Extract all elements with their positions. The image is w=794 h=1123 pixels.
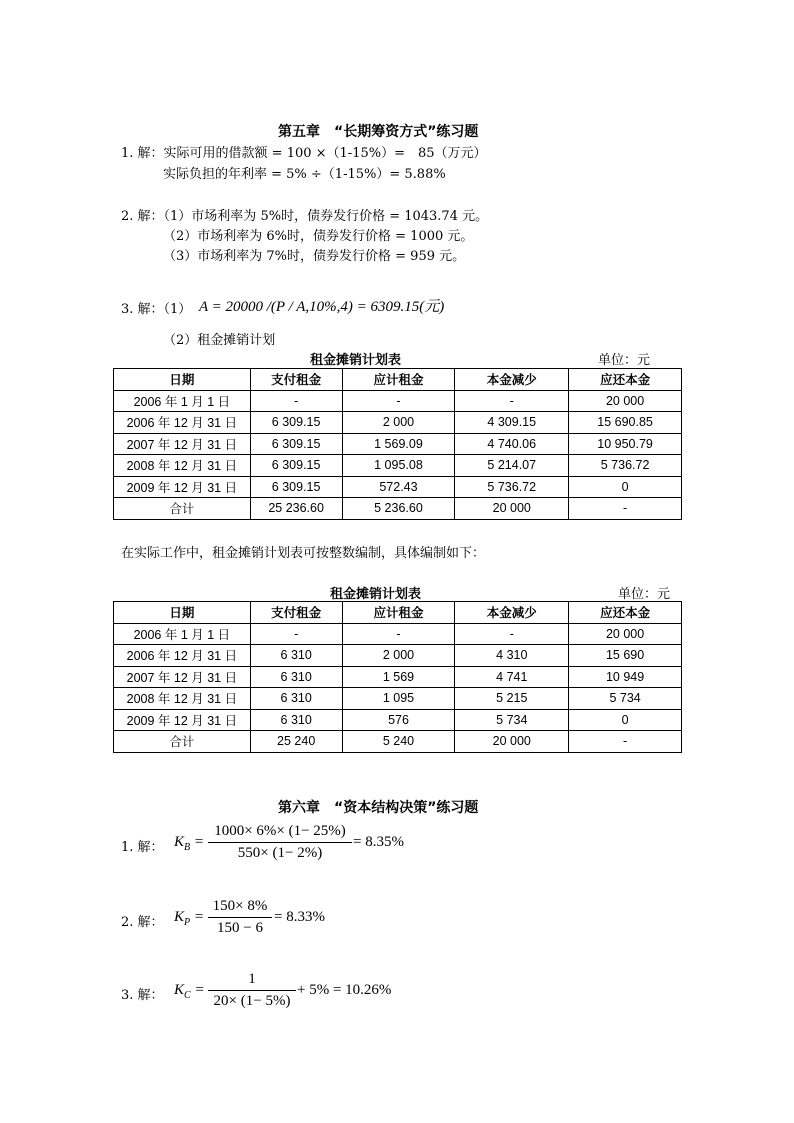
- cell-payment: 6 309.15: [250, 412, 342, 434]
- cell-date: 2007 年 12 月 31 日: [114, 433, 251, 455]
- q2-line3: （3）市场利率为 7%时，债券发行价格 = 959 元。: [163, 249, 466, 264]
- cell-date: 2006 年 1 月 1 日: [114, 390, 251, 412]
- cell-principal-reduction: 4 741: [455, 666, 569, 688]
- table-row: [114, 412, 682, 434]
- header-principal-reduction: 本金减少: [455, 369, 569, 391]
- q3-part2: （2）租金摊销计划: [163, 333, 276, 348]
- header-payment: 支付租金: [250, 369, 342, 391]
- cell-interest: 2 000: [342, 412, 455, 434]
- header-principal-remaining: 应还本金: [569, 602, 682, 624]
- cell-principal-remaining: 10 949: [569, 666, 682, 688]
- cell-payment: 25 236.60: [250, 498, 342, 520]
- cell-principal-remaining: 0: [569, 476, 682, 498]
- cell-interest: 5 236.60: [342, 498, 455, 520]
- table-row: [114, 433, 682, 455]
- header-interest: 应计租金: [342, 602, 455, 624]
- header-principal-reduction: 本金减少: [455, 602, 569, 624]
- cell-principal-remaining: 15 690: [569, 645, 682, 667]
- cell-date: 2006 年 12 月 31 日: [114, 412, 251, 434]
- cell-payment: 6 309.15: [250, 476, 342, 498]
- table2-unit: 单位：元: [618, 587, 671, 602]
- ch6-q2-denominator: 150 − 6: [217, 920, 263, 936]
- table-total-row: [114, 731, 682, 753]
- table-total-row: [114, 498, 682, 520]
- table2-caption: 租金摊销计划表: [330, 587, 422, 602]
- cell-principal-remaining: 0: [569, 709, 682, 731]
- cell-payment: 6 310: [250, 688, 342, 710]
- cell-principal-reduction: 20 000: [455, 731, 569, 753]
- table1-unit: 单位：元: [598, 353, 651, 368]
- cell-date: 2007 年 12 月 31 日: [114, 666, 251, 688]
- header-payment: 支付租金: [250, 602, 342, 624]
- q3-formula: A = 20000 /(P / A,10%,4) = 6309.15(元): [199, 299, 445, 315]
- cell-payment: 6 310: [250, 709, 342, 731]
- cell-date: 2009 年 12 月 31 日: [114, 476, 251, 498]
- cell-principal-remaining: -: [569, 498, 682, 520]
- header-interest: 应计租金: [342, 369, 455, 391]
- cell-principal-reduction: 20 000: [455, 498, 569, 520]
- ch6-q2-lhs: $K_P$ =: [174, 909, 204, 928]
- table-row: [114, 476, 682, 498]
- ch6-q1-numerator: 1000× 6%× (1− 25%): [208, 823, 352, 843]
- table-row: [114, 455, 682, 477]
- cell-payment: -: [250, 390, 342, 412]
- cell-interest: 5 240: [342, 731, 455, 753]
- cell-principal-remaining: 20 000: [569, 390, 682, 412]
- table-row: [114, 666, 682, 688]
- cell-principal-reduction: 4 740.06: [455, 433, 569, 455]
- q1-line1: 1. 解：实际可用的借款额 = 100 ×（1-15%）= 85（万元）: [121, 146, 487, 161]
- cell-date: 2008 年 12 月 31 日: [114, 455, 251, 477]
- cell-interest: 1 095: [342, 688, 455, 710]
- header-principal-remaining: 应还本金: [569, 369, 682, 391]
- cell-payment: 6 309.15: [250, 433, 342, 455]
- ch6-q1-fraction: [208, 823, 352, 862]
- ch6-q3-numerator: 1: [208, 971, 296, 991]
- cell-principal-remaining: 10 950.79: [569, 433, 682, 455]
- cell-payment: 6 309.15: [250, 455, 342, 477]
- cell-principal-remaining: 15 690.85: [569, 412, 682, 434]
- cell-interest: 572.43: [342, 476, 455, 498]
- ch6-q1-lhs: $K_B$ =: [174, 834, 204, 853]
- cell-principal-reduction: -: [455, 390, 569, 412]
- chapter5-title: 第五章 “长期筹资方式”练习题: [278, 124, 479, 140]
- cell-principal-reduction: 4 310: [455, 645, 569, 667]
- q3-prefix: 3. 解：（1）: [121, 302, 192, 317]
- cell-date: 2006 年 1 月 1 日: [114, 623, 251, 645]
- cell-payment: 25 240: [250, 731, 342, 753]
- ch6-q3-lhs: $K_C$ =: [174, 982, 205, 1001]
- cell-payment: 6 310: [250, 666, 342, 688]
- table-row: [114, 709, 682, 731]
- cell-interest: 1 095.08: [342, 455, 455, 477]
- table-row: [114, 645, 682, 667]
- cell-date: 合计: [114, 731, 251, 753]
- cell-principal-remaining: 5 734: [569, 688, 682, 710]
- cell-principal-reduction: 5 215: [455, 688, 569, 710]
- table-row: [114, 390, 682, 412]
- ch6-q3-denominator: 20× (1− 5%): [213, 993, 291, 1009]
- cell-date: 2006 年 12 月 31 日: [114, 645, 251, 667]
- ch6-q3-fraction: [208, 971, 296, 1010]
- cell-payment: 6 310: [250, 645, 342, 667]
- ch6-q2-subscript: P: [184, 917, 191, 928]
- cell-interest: -: [342, 390, 455, 412]
- ch6-q2-result: = 8.33%: [274, 909, 325, 925]
- cell-principal-reduction: 5 734: [455, 709, 569, 731]
- cell-interest: 576: [342, 709, 455, 731]
- cell-principal-remaining: -: [569, 731, 682, 753]
- ch6-q3-result: + 5% = 10.26%: [297, 982, 392, 998]
- q2-line1: 2. 解：（1）市场利率为 5%时，债券发行价格 = 1043.74 元。: [121, 209, 489, 224]
- table1-header-row: [114, 369, 682, 391]
- ch6-q1-denominator: 550× (1− 2%): [237, 845, 323, 861]
- cell-interest: 1 569: [342, 666, 455, 688]
- table2: [113, 601, 682, 753]
- ch6-q3-subscript: C: [184, 990, 191, 1001]
- header-date: 日期: [114, 369, 251, 391]
- cell-date: 合计: [114, 498, 251, 520]
- cell-principal-reduction: 5 736.72: [455, 476, 569, 498]
- table1-caption: 租金摊销计划表: [310, 353, 402, 368]
- ch6-q2-fraction: [208, 898, 272, 937]
- q1-line2: 实际负担的年利率 = 5% ÷（1-15%）= 5.88%: [163, 167, 446, 182]
- cell-payment: -: [250, 623, 342, 645]
- cell-principal-remaining: 5 736.72: [569, 455, 682, 477]
- between-text: 在实际工作中，租金摊销计划表可按整数编制，具体编制如下：: [121, 546, 486, 561]
- header-date: 日期: [114, 602, 251, 624]
- table-row: [114, 688, 682, 710]
- cell-interest: 1 569.09: [342, 433, 455, 455]
- cell-principal-remaining: 20 000: [569, 623, 682, 645]
- ch6-q1-result: = 8.35%: [353, 834, 404, 850]
- cell-interest: -: [342, 623, 455, 645]
- cell-principal-reduction: 4 309.15: [455, 412, 569, 434]
- ch6-q2-label: 2. 解：: [121, 915, 164, 930]
- table2-header-row: [114, 602, 682, 624]
- q2-line2: （2）市场利率为 6%时，债券发行价格 = 1000 元。: [163, 229, 474, 244]
- chapter6-title: 第六章 “资本结构决策”练习题: [278, 800, 479, 816]
- ch6-q2-numerator: 150× 8%: [208, 898, 272, 918]
- cell-date: 2008 年 12 月 31 日: [114, 688, 251, 710]
- ch6-q3-label: 3. 解：: [121, 988, 164, 1003]
- cell-date: 2009 年 12 月 31 日: [114, 709, 251, 731]
- cell-principal-reduction: -: [455, 623, 569, 645]
- cell-interest: 2 000: [342, 645, 455, 667]
- table1: [113, 368, 682, 520]
- ch6-q1-label: 1. 解：: [121, 840, 164, 855]
- ch6-q1-subscript: B: [184, 842, 191, 853]
- table-row: [114, 623, 682, 645]
- cell-principal-reduction: 5 214.07: [455, 455, 569, 477]
